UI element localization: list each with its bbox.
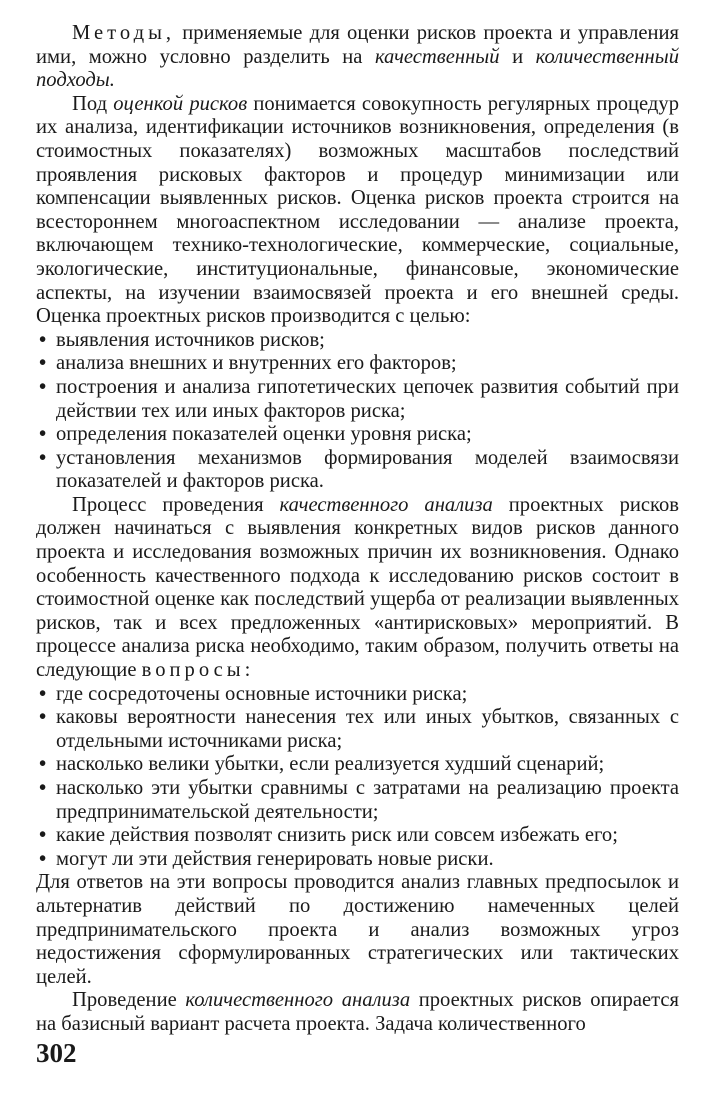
page-number: 302 — [36, 1038, 77, 1068]
list-item: • анализа внешних и внутренних его факторов; — [36, 352, 679, 376]
text-run: Проведение — [72, 989, 186, 1012]
spaced-word: Методы, — [72, 22, 176, 44]
italic-term: качественного анализа — [279, 493, 493, 516]
italic-term: качественный — [374, 45, 500, 68]
list-item: • определения показателей оценки уровня риска; — [36, 423, 679, 447]
text-run: Для ответов на эти вопросы проводится анализ главных предпосылок и альтернатив действий по достижению намеченных целей предпринимательского проекта и анализ возможных угроз недостижения сформулированных стратегических или тактических целей. — [36, 871, 679, 988]
list-item: • установления механизмов формирования моделей взаимосвязи показателей и факторов риска. — [36, 447, 679, 494]
list-item: • насколько эти убытки сравнимы с затратами на реализацию проекта предпринимательской деятельности; — [36, 777, 679, 824]
spaced-word: вопросы: — [141, 659, 255, 682]
text-run: проектных рисков опирается на базисный вариант расчета проекта. Задача количественного — [36, 989, 680, 1035]
italic-term: количественный подходы. — [36, 45, 679, 92]
assessment-goals-list — [36, 329, 679, 494]
list-item: • где сосредоточены основные источники риска; — [36, 683, 679, 707]
text-run: понимается совокупность регулярных процедур их анализа, идентификации источников возникновения, определения (в стоимостных показателях) возможных масштабов последствий проявления рисковых факторов и процедур минимизации или компенсации выявленных рисков. Оценка рисков проекта строится на всестороннем многоаспектном исследовании — анализе проекта, включающем технико-технологические, коммерческие, социальные, экологические, институциональные, финансовые, экономические аспекты, на изучении взаимосвязей проекта и его внешней среды. Оценка проектных рисков производится с целью: — [36, 92, 679, 328]
paragraph-risk-assessment — [36, 93, 679, 329]
paragraph-quantitative-analysis — [36, 989, 679, 1036]
text-run: Под — [72, 92, 114, 115]
list-item: • выявления источников рисков; — [36, 329, 679, 353]
list-item: • каковы вероятности нанесения тех или иных убытков, связанных с отдельными источниками риска; — [36, 706, 679, 753]
italic-term: оценкой рисков — [113, 92, 248, 115]
text-run: проектных рисков должен начинаться с выявления конкретных видов рисков данного проекта и исследования возможных причин их возникновения. Однако особенность качественного подхода к исследованию рисков состоит в стоимостной оценке как последствий ущерба от реализации выявленных рисков, так и всех предложенных «антирисковых» мероприятий. В процессе анализа риска необходимо, таким образом, получить ответы на следующие — [36, 493, 680, 682]
text-run: Процесс проведения — [72, 493, 280, 516]
paragraph-answers — [36, 871, 679, 989]
list-item: • насколько велики убытки, если реализуется худший сценарий; — [36, 753, 679, 777]
questions-list — [36, 683, 679, 872]
paragraph-methods — [36, 22, 679, 93]
italic-term: количественного анализа — [185, 989, 411, 1012]
paragraph-qualitative-analysis — [36, 494, 679, 683]
list-item: • могут ли эти действия генерировать новые риски. — [36, 848, 679, 872]
text-run: и — [499, 45, 536, 68]
list-item: • какие действия позволят снизить риск или совсем избежать его; — [36, 824, 679, 848]
list-item: • построения и анализа гипотетических цепочек развития событий при действии тех или иных факторов риска; — [36, 376, 679, 423]
text-run: применяемые для оценки рисков проекта и управления ими, можно условно разделить на — [36, 22, 679, 68]
